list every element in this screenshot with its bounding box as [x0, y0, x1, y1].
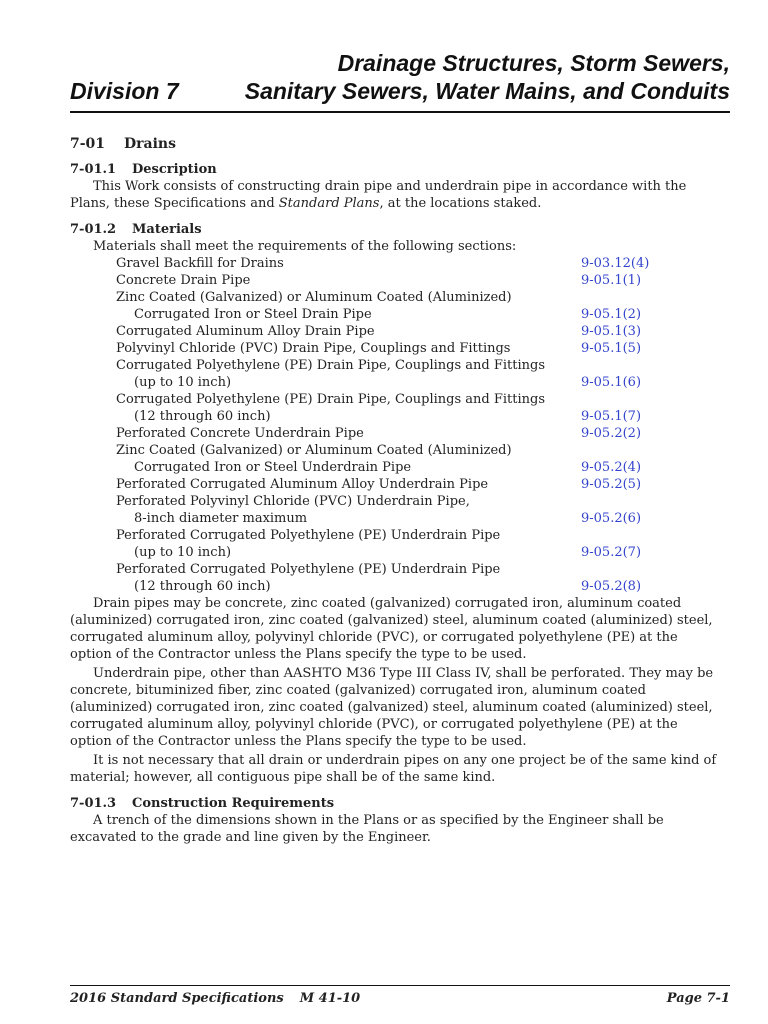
section-heading	[70, 136, 720, 153]
description-paragraph	[70, 178, 720, 212]
material-item	[70, 357, 720, 391]
material-name-cont: 8-inch diameter maximum	[134, 511, 308, 526]
division-number: Division 7	[70, 78, 179, 104]
section-reference-link[interactable]: 9-05.1(2)	[581, 307, 642, 322]
footer-rule	[70, 985, 730, 986]
material-name: Polyvinyl Chloride (PVC) Drain Pipe, Couplings and Fittings	[116, 341, 511, 356]
materials-list	[70, 255, 720, 595]
description-text-end: , at the locations staked.	[379, 196, 542, 211]
division-title-line1: Drainage Structures, Storm Sewers,	[337, 50, 730, 76]
material-name-cont: Corrugated Iron or Steel Drain Pipe	[134, 307, 372, 322]
subsection-heading-description	[70, 161, 720, 178]
material-name: Perforated Corrugated Aluminum Alloy Underdrain Pipe	[116, 477, 489, 492]
footer-doc-number: M 41-10	[299, 991, 361, 1006]
material-item	[70, 289, 720, 323]
section-reference-link[interactable]: 9-05.1(5)	[581, 341, 642, 356]
materials-intro: Materials shall meet the requirements of the following sections:	[93, 239, 517, 254]
material-item	[70, 527, 720, 561]
footer-page-number: Page 7-1	[666, 991, 730, 1006]
section-title: Drains	[124, 136, 176, 152]
material-name: Perforated Concrete Underdrain Pipe	[116, 426, 364, 441]
same-kind-paragraph: It is not necessary that all drain or underdrain pipes on any one project be of the same kind of material; however, all contiguous pipe shall be of the same kind.	[70, 753, 717, 785]
underdrain-paragraph: Underdrain pipe, other than AASHTO M36 Type III Class IV, shall be perforated. They may be concrete, bituminized fiber, zinc coated (galvanized) corrugated iron, aluminum coated (aluminized) corrugated iron, zinc coated (galvanized) steel, aluminum coated (aluminized) steel, corrugated aluminum alloy, polyvinyl chloride (PVC), or corrugated polyethylene (PE) at the option of the Contractor unless the Plans specify the type to be used.	[70, 666, 714, 749]
material-name: Perforated Polyvinyl Chloride (PVC) Underdrain Pipe,	[116, 494, 470, 509]
document-body	[70, 136, 720, 846]
subsection-title: Description	[132, 162, 217, 177]
material-name: Corrugated Polyethylene (PE) Drain Pipe, Couplings and Fittings	[116, 392, 546, 407]
material-item	[70, 442, 720, 476]
material-name: Concrete Drain Pipe	[116, 273, 251, 288]
material-name: Gravel Backfill for Drains	[116, 256, 284, 271]
subsection-title: Materials	[132, 222, 202, 237]
material-name: Perforated Corrugated Polyethylene (PE) Underdrain Pipe	[116, 528, 501, 543]
section-number: 7-01	[70, 136, 106, 152]
section-reference-link[interactable]: 9-05.2(6)	[581, 511, 642, 526]
material-name: Perforated Corrugated Polyethylene (PE) Underdrain Pipe	[116, 562, 501, 577]
material-name-cont: Corrugated Iron or Steel Underdrain Pipe	[134, 460, 412, 475]
subsection-number: 7-01.1	[70, 162, 117, 177]
section-reference-link[interactable]: 9-05.2(8)	[581, 579, 642, 594]
subsection-heading-materials	[70, 221, 720, 238]
material-name: Zinc Coated (Galvanized) or Aluminum Coated (Aluminized)	[116, 443, 512, 458]
material-name-cont: (up to 10 inch)	[134, 545, 232, 560]
material-name: Zinc Coated (Galvanized) or Aluminum Coated (Aluminized)	[116, 290, 512, 305]
material-item	[70, 323, 720, 340]
subsection-number: 7-01.3	[70, 796, 117, 811]
section-reference-link[interactable]: 9-03.12(4)	[581, 256, 650, 271]
description-text: This Work consists of constructing drain pipe and underdrain pipe in accordance with the Plans, these Specifications and	[70, 179, 687, 211]
section-reference-link[interactable]: 9-05.1(6)	[581, 375, 642, 390]
section-reference-link[interactable]: 9-05.2(5)	[581, 477, 642, 492]
material-name: Corrugated Polyethylene (PE) Drain Pipe, Couplings and Fittings	[116, 358, 546, 373]
material-item	[70, 391, 720, 425]
section-reference-link[interactable]: 9-05.2(7)	[581, 545, 642, 560]
section-reference-link[interactable]: 9-05.1(7)	[581, 409, 642, 424]
material-item	[70, 425, 720, 442]
material-name-cont: (12 through 60 inch)	[134, 579, 271, 594]
material-item	[70, 561, 720, 595]
footer-left	[70, 991, 360, 1006]
material-item	[70, 255, 720, 272]
section-reference-link[interactable]: 9-05.2(4)	[581, 460, 642, 475]
material-item	[70, 340, 720, 357]
footer-publication: 2016 Standard Specifications	[70, 991, 284, 1006]
material-item	[70, 493, 720, 527]
section-reference-link[interactable]: 9-05.1(3)	[581, 324, 642, 339]
subsection-number: 7-01.2	[70, 222, 117, 237]
subsection-heading-construction	[70, 795, 720, 812]
drain-pipes-paragraph: Drain pipes may be concrete, zinc coated (galvanized) corrugated iron, aluminum coated (aluminized) corrugated iron, zinc coated (galvanized) steel, aluminum coated (aluminized) steel, corrugated aluminum alloy, polyvinyl chloride (PVC), or corrugated polyethylene (PE) at the option of the Contractor unless the Plans specify the type to be used.	[70, 596, 713, 662]
material-name-cont: (up to 10 inch)	[134, 375, 232, 390]
material-item	[70, 272, 720, 289]
division-title-line2: Sanitary Sewers, Water Mains, and Conduits	[244, 78, 730, 104]
material-name: Corrugated Aluminum Alloy Drain Pipe	[116, 324, 375, 339]
material-item	[70, 476, 720, 493]
construction-paragraph: A trench of the dimensions shown in the Plans or as specified by the Engineer shall be excavated to the grade and line given by the Engineer.	[70, 813, 664, 845]
section-reference-link[interactable]: 9-05.1(1)	[581, 273, 642, 288]
section-reference-link[interactable]: 9-05.2(2)	[581, 426, 642, 441]
material-name-cont: (12 through 60 inch)	[134, 409, 271, 424]
subsection-title: Construction Requirements	[132, 796, 335, 811]
standard-plans-italic: Standard Plans	[278, 196, 380, 211]
header-rule	[70, 111, 730, 113]
division-header-row	[70, 78, 730, 105]
